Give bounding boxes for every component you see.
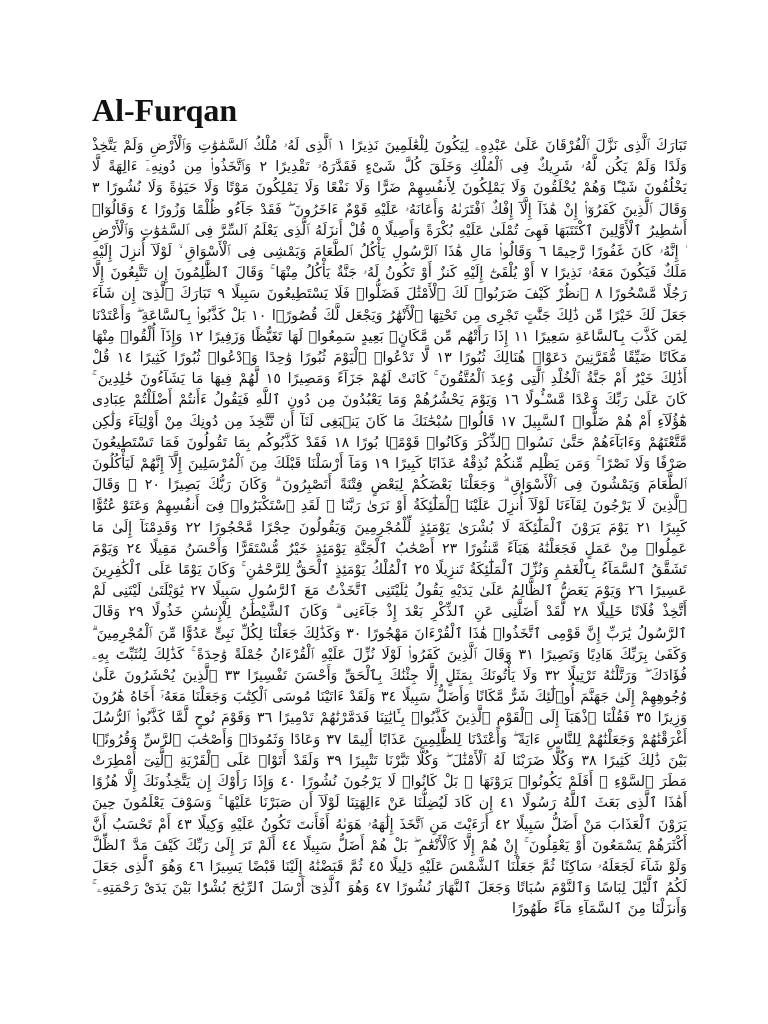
document-page (92, 92, 687, 972)
page-title: Al-Furqan (92, 92, 238, 128)
surah-text: تَبَارَكَ ٱلَّذِى نَزَّلَ ٱلْفُرْقَانَ عَلَىٰ عَبْدِهِۦ لِيَكُونَ لِلْعَٰلَمِينَ نَذِيرًا ١ ٱلَّذِى لَهُۥ مُلْكُ ٱلسَّمَٰوَٰتِ وَٱلْأَرْضِ وَلَمْ يَتَّخِذْ وَلَدًا وَلَمْ يَكُن لَّهُۥ شَرِيكٌ فِى ٱلْمُلْكِ وَخَلَقَ كُلَّ شَىْءٍ فَقَدَّرَهُۥ تَقْدِيرًا ٢ وَٱتَّخَذُوا۟ مِن دُونِهِۦٓ ءَالِهَةً لَّا يَخْلُقُونَ شَيْـًٔا وَهُمْ يُخْلَقُونَ وَلَا يَمْلِكُونَ لِأَنفُسِهِمْ ضَرًّا وَلَا نَفْعًا وَلَا يَمْلِكُونَ مَوْتًا وَلَا حَيَوٰةً وَلَا نُشُورًا ٣ وَقَالَ ٱلَّذِينَ كَفَرُوٓا۟ إِنْ هَٰذَآ إِلَّآ إِفْكٌ ٱفْتَرَىٰهُ وَأَعَانَهُۥ عَلَيْهِ قَوْمٌ ءَاخَرُونَ ۖ فَقَدْ جَآءُو ظُلْمًا وَزُورًا ٤ وَقَالُوٓا۟ أَسَٰطِيرُ ٱلْأَوَّلِينَ ٱكْتَتَبَهَا فَهِىَ تُمْلَىٰ عَلَيْهِ بُكْرَةً وَأَصِيلًا ٥ قُلْ أَنزَلَهُ ٱلَّذِى يَعْلَمُ ٱلسِّرَّ فِى ٱلسَّمَٰوَٰتِ وَٱلْأَرْضِ ۚ إِنَّهُۥ كَانَ غَفُورًا رَّحِيمًا ٦ وَقَالُوا۟ مَالِ هَٰذَا ٱلرَّسُولِ يَأْكُلُ ٱلطَّعَامَ وَيَمْشِى فِى ٱلْأَسْوَاقِ ۙ لَوْلَآ أُنزِلَ إِلَيْهِ مَلَكٌ فَيَكُونَ مَعَهُۥ نَذِيرًا ٧ أَوْ يُلْقَىٰٓ إِلَيْهِ كَنزٌ أَوْ تَكُونُ لَهُۥ جَنَّةٌ يَأْكُلُ مِنْهَا ۚ وَقَالَ ٱلظَّٰلِمُونَ إِن تَتَّبِعُونَ إِلَّا رَجُلًا مَّسْحُورًا ٨ ٱنظُرْ كَيْفَ ضَرَبُوا۟ لَكَ ٱلْأَمْثَٰلَ فَضَلُّوا۟ فَلَا يَسْتَطِيعُونَ سَبِيلًا ٩ تَبَارَكَ ٱلَّذِىٓ إِن شَآءَ جَعَلَ لَكَ خَيْرًا مِّن ذَٰلِكَ جَنَّٰتٍ تَجْرِى مِن تَحْتِهَا ٱلْأَنْهَٰرُ وَيَجْعَل لَّكَ قُصُورًۢا ١٠ بَلْ كَذَّبُوا۟ بِٱلسَّاعَةِ ۖ وَأَعْتَدْنَا لِمَن كَذَّبَ بِٱلسَّاعَةِ سَعِيرًا ١١ إِذَا رَأَتْهُم مِّن مَّكَانٍۭ بَعِيدٍ سَمِعُوا۟ لَهَا تَغَيُّظًا وَزَفِيرًا ١٢ وَإِذَآ أُلْقُوا۟ مِنْهَا مَكَانًا ضَيِّقًا مُّقَرَّنِينَ دَعَوْا۟ هُنَالِكَ ثُبُورًا ١٣ لَّا تَدْعُوا۟ ٱلْيَوْمَ ثُبُورًا وَٰحِدًا وَٱدْعُوا۟ ثُبُورًا كَثِيرًا ١٤ قُلْ أَذَٰلِكَ خَيْرٌ أَمْ جَنَّةُ ٱلْخُلْدِ ٱلَّتِى وُعِدَ ٱلْمُتَّقُونَ ۚ كَانَتْ لَهُمْ جَزَآءً وَمَصِيرًا ١٥ لَّهُمْ فِيهَا مَا يَشَآءُونَ خَٰلِدِينَ ۚ كَانَ عَلَىٰ رَبِّكَ وَعْدًا مَّسْـُٔولًا ١٦ وَيَوْمَ يَحْشُرُهُمْ وَمَا يَعْبُدُونَ مِن دُونِ ٱللَّهِ فَيَقُولُ ءَأَنتُمْ أَضْلَلْتُمْ عِبَادِى هَٰٓؤُلَآءِ أَمْ هُمْ ضَلُّوا۟ ٱلسَّبِيلَ ١٧ قَالُوا۟ سُبْحَٰنَكَ مَا كَانَ يَنۢبَغِى لَنَآ أَن نَّتَّخِذَ مِن دُونِكَ مِنْ أَوْلِيَآءَ وَلَٰكِن مَّتَّعْتَهُمْ وَءَابَآءَهُمْ حَتَّىٰ نَسُوا۟ ٱلذِّكْرَ وَكَانُوا۟ قَوْمًۢا بُورًا ١٨ فَقَدْ كَذَّبُوكُم بِمَا تَقُولُونَ فَمَا تَسْتَطِيعُونَ صَرْفًا وَلَا نَصْرًا ۚ وَمَن يَظْلِم مِّنكُمْ نُذِقْهُ عَذَابًا كَبِيرًا ١٩ وَمَآ أَرْسَلْنَا قَبْلَكَ مِنَ ٱلْمُرْسَلِينَ إِلَّآ إِنَّهُمْ لَيَأْكُلُونَ ٱلطَّعَامَ وَيَمْشُونَ فِى ٱلْأَسْوَاقِ ۗ وَجَعَلْنَا بَعْضَكُمْ لِبَعْضٍ فِتْنَةً أَتَصْبِرُونَ ۗ وَكَانَ رَبُّكَ بَصِيرًا ٢٠ ۞ وَقَالَ ٱلَّذِينَ لَا يَرْجُونَ لِقَآءَنَا لَوْلَآ أُنزِلَ عَلَيْنَا ٱلْمَلَٰٓئِكَةُ أَوْ نَرَىٰ رَبَّنَا ۗ لَقَدِ ٱسْتَكْبَرُوا۟ فِىٓ أَنفُسِهِمْ وَعَتَوْ عُتُوًّا كَبِيرًا ٢١ يَوْمَ يَرَوْنَ ٱلْمَلَٰٓئِكَةَ لَا بُشْرَىٰ يَوْمَئِذٍ لِّلْمُجْرِمِينَ وَيَقُولُونَ حِجْرًا مَّحْجُورًا ٢٢ وَقَدِمْنَآ إِلَىٰ مَا عَمِلُوا۟ مِنْ عَمَلٍ فَجَعَلْنَٰهُ هَبَآءً مَّنثُورًا ٢٣ أَصْحَٰبُ ٱلْجَنَّةِ يَوْمَئِذٍ خَيْرٌ مُّسْتَقَرًّا وَأَحْسَنُ مَقِيلًا ٢٤ وَيَوْمَ تَشَقَّقُ ٱلسَّمَآءُ بِٱلْغَمَٰمِ وَنُزِّلَ ٱلْمَلَٰٓئِكَةُ تَنزِيلًا ٢٥ ٱلْمُلْكُ يَوْمَئِذٍ ٱلْحَقُّ لِلرَّحْمَٰنِ ۚ وَكَانَ يَوْمًا عَلَى ٱلْكَٰفِرِينَ عَسِيرًا ٢٦ وَيَوْمَ يَعَضُّ ٱلظَّالِمُ عَلَىٰ يَدَيْهِ يَقُولُ يَٰلَيْتَنِى ٱتَّخَذْتُ مَعَ ٱلرَّسُولِ سَبِيلًا ٢٧ يَٰوَيْلَتَىٰ لَيْتَنِى لَمْ أَتَّخِذْ فُلَانًا خَلِيلًا ٢٨ لَّقَدْ أَضَلَّنِى عَنِ ٱلذِّكْرِ بَعْدَ إِذْ جَآءَنِى ۗ وَكَانَ ٱلشَّيْطَٰنُ لِلْإِنسَٰنِ خَذُولًا ٢٩ وَقَالَ ٱلرَّسُولُ يَٰرَبِّ إِنَّ قَوْمِى ٱتَّخَذُوا۟ هَٰذَا ٱلْقُرْءَانَ مَهْجُورًا ٣٠ وَكَذَٰلِكَ جَعَلْنَا لِكُلِّ نَبِىٍّ عَدُوًّا مِّنَ ٱلْمُجْرِمِينَ ۗ وَكَفَىٰ بِرَبِّكَ هَادِيًا وَنَصِيرًا ٣١ وَقَالَ ٱلَّذِينَ كَفَرُوا۟ لَوْلَا نُزِّلَ عَلَيْهِ ٱلْقُرْءَانُ جُمْلَةً وَٰحِدَةً ۚ كَذَٰلِكَ لِنُثَبِّتَ بِهِۦ فُؤَادَكَ ۖ وَرَتَّلْنَٰهُ تَرْتِيلًا ٣٢ وَلَا يَأْتُونَكَ بِمَثَلٍ إِلَّا جِئْنَٰكَ بِٱلْحَقِّ وَأَحْسَنَ تَفْسِيرًا ٣٣ ٱلَّذِينَ يُحْشَرُونَ عَلَىٰ وُجُوهِهِمْ إِلَىٰ جَهَنَّمَ أُو۟لَٰٓئِكَ شَرٌّ مَّكَانًا وَأَضَلُّ سَبِيلًا ٣٤ وَلَقَدْ ءَاتَيْنَا مُوسَى ٱلْكِتَٰبَ وَجَعَلْنَا مَعَهُۥٓ أَخَاهُ هَٰرُونَ وَزِيرًا ٣٥ فَقُلْنَا ٱذْهَبَآ إِلَى ٱلْقَوْمِ ٱلَّذِينَ كَذَّبُوا۟ بِـَٔايَٰتِنَا فَدَمَّرْنَٰهُمْ تَدْمِيرًا ٣٦ وَقَوْمَ نُوحٍ لَّمَّا كَذَّبُوا۟ ٱلرُّسُلَ أَغْرَقْنَٰهُمْ وَجَعَلْنَٰهُمْ لِلنَّاسِ ءَايَةً ۖ وَأَعْتَدْنَا لِلظَّٰلِمِينَ عَذَابًا أَلِيمًا ٣٧ وَعَادًا وَثَمُودَا۟ وَأَصْحَٰبَ ٱلرَّسِّ وَقُرُونًۢا بَيْنَ ذَٰلِكَ كَثِيرًا ٣٨ وَكُلًّا ضَرَبْنَا لَهُ ٱلْأَمْثَٰلَ ۖ وَكُلًّا تَبَّرْنَا تَتْبِيرًا ٣٩ وَلَقَدْ أَتَوْا۟ عَلَى ٱلْقَرْيَةِ ٱلَّتِىٓ أُمْطِرَتْ مَطَرَ ٱلسَّوْءِ ۚ أَفَلَمْ يَكُونُوا۟ يَرَوْنَهَا ۚ بَلْ كَانُوا۟ لَا يَرْجُونَ نُشُورًا ٤٠ وَإِذَا رَأَوْكَ إِن يَتَّخِذُونَكَ إِلَّا هُزُوًا أَهَٰذَا ٱلَّذِى بَعَثَ ٱللَّهُ رَسُولًا ٤١ إِن كَادَ لَيُضِلُّنَا عَنْ ءَالِهَتِنَا لَوْلَآ أَن صَبَرْنَا عَلَيْهَا ۚ وَسَوْفَ يَعْلَمُونَ حِينَ يَرَوْنَ ٱلْعَذَابَ مَنْ أَضَلُّ سَبِيلًا ٤٢ أَرَءَيْتَ مَنِ ٱتَّخَذَ إِلَٰهَهُۥ هَوَىٰهُ أَفَأَنتَ تَكُونُ عَلَيْهِ وَكِيلًا ٤٣ أَمْ تَحْسَبُ أَنَّ أَكْثَرَهُمْ يَسْمَعُونَ أَوْ يَعْقِلُونَ ۚ إِنْ هُمْ إِلَّا كَٱلْأَنْعَٰمِ ۖ بَلْ هُمْ أَضَلُّ سَبِيلًا ٤٤ أَلَمْ تَرَ إِلَىٰ رَبِّكَ كَيْفَ مَدَّ ٱلظِّلَّ وَلَوْ شَآءَ لَجَعَلَهُۥ سَاكِنًا ثُمَّ جَعَلْنَا ٱلشَّمْسَ عَلَيْهِ دَلِيلًا ٤٥ ثُمَّ قَبَضْنَٰهُ إِلَيْنَا قَبْضًا يَسِيرًا ٤٦ وَهُوَ ٱلَّذِى جَعَلَ لَكُمُ ٱلَّيْلَ لِبَاسًا وَٱلنَّوْمَ سُبَاتًا وَجَعَلَ ٱلنَّهَارَ نُشُورًا ٤٧ وَهُوَ ٱلَّذِىٓ أَرْسَلَ ٱلرِّيَٰحَ بُشْرًۢا بَيْنَ يَدَىْ رَحْمَتِهِۦ ۚ وَأَنزَلْنَا مِنَ ٱلسَّمَآءِ مَآءً طَهُورًا (92, 138, 687, 918)
